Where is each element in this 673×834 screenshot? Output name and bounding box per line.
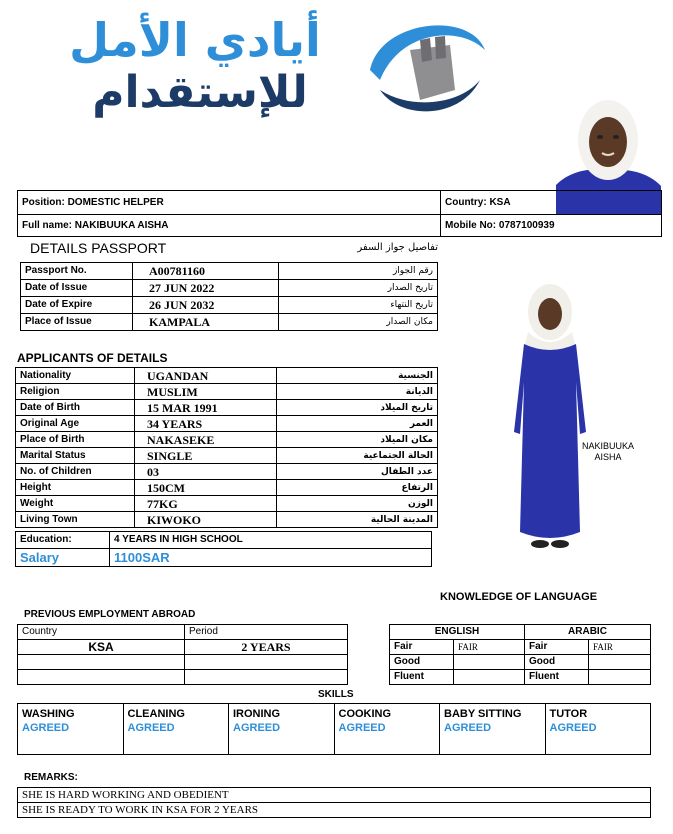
applicant-row — [16, 368, 438, 384]
fullname-value: NAKIBUUKA AISHA — [74, 219, 169, 231]
skill-status: AGREED — [444, 722, 492, 734]
skill-name: IRONING — [233, 708, 281, 720]
header-table — [17, 190, 662, 237]
passport-row-value: 26 JUN 2032 — [133, 297, 279, 314]
photo-caption-line1: NAKIBUUKA — [581, 441, 634, 451]
company-logo — [30, 10, 480, 125]
passport-row — [21, 314, 438, 331]
passport-title: DETAILS PASSPORT — [30, 240, 167, 256]
passport-row-ar: تاريخ النتهاء — [279, 297, 438, 314]
country-label: Country: — [445, 196, 487, 208]
salary-label: Salary — [16, 549, 110, 567]
applicant-row-value: UGANDAN — [135, 368, 277, 384]
applicant-row-ar: الوزن — [277, 496, 438, 512]
passport-table — [20, 262, 438, 331]
applicant-row-value: 03 — [135, 464, 277, 480]
skill-cell — [545, 704, 651, 755]
applicant-row-ar: الحالة الجتماعية — [277, 448, 438, 464]
passport-row-value: 27 JUN 2022 — [133, 280, 279, 297]
language-row-label-en: Fluent — [390, 670, 454, 685]
applicant-row — [16, 384, 438, 400]
position-cell — [18, 191, 441, 215]
applicant-row-value: NAKASEKE — [135, 432, 277, 448]
language-row-en: FAIR — [454, 640, 525, 655]
position-label: Position: — [22, 196, 65, 208]
passport-row-label: Place of Issue — [21, 314, 133, 331]
skill-name: CLEANING — [127, 708, 185, 720]
applicant-row-value: KIWOKO — [135, 512, 277, 528]
fullname-label: Full name: — [22, 219, 73, 231]
position-value: DOMESTIC HELPER — [67, 196, 164, 208]
passport-row-label: Date of Issue — [21, 280, 133, 297]
skill-status: AGREED — [233, 722, 281, 734]
applicant-row-ar: المدينة الحالية — [277, 512, 438, 528]
skills-table — [17, 703, 651, 755]
hands-logo-icon — [360, 10, 490, 125]
applicant-row-label: Weight — [16, 496, 135, 512]
applicant-row — [16, 448, 438, 464]
skill-name: BABY SITTING — [444, 708, 522, 720]
skills-title: SKILLS — [318, 689, 354, 700]
language-row — [390, 640, 651, 655]
skill-name: WASHING — [22, 708, 75, 720]
remarks-row — [18, 788, 651, 803]
applicant-row-ar: مكان الميلاد — [277, 432, 438, 448]
english-header: ENGLISH — [390, 625, 525, 640]
passport-row-ar: مكان الصدار — [279, 314, 438, 331]
education-value: 4 YEARS IN HIGH SCHOOL — [110, 532, 432, 549]
employment-table — [17, 624, 348, 685]
applicant-row-value: 34 YEARS — [135, 416, 277, 432]
education-table — [15, 531, 432, 567]
applicant-row — [16, 416, 438, 432]
logo-line2: للإستقدام — [92, 67, 308, 118]
remarks-line: SHE IS READY TO WORK IN KSA FOR 2 YEARS — [18, 803, 651, 818]
applicant-row-ar: الديانة — [277, 384, 438, 400]
language-row-label-en: Fair — [390, 640, 454, 655]
applicant-row-label: Nationality — [16, 368, 135, 384]
applicant-row-value: 150CM — [135, 480, 277, 496]
fullname-cell — [18, 215, 441, 237]
applicant-row-value: 15 MAR 1991 — [135, 400, 277, 416]
logo-line1: أيادي الأمل — [69, 13, 321, 67]
employment-row-country — [18, 670, 185, 685]
employment-row-period — [185, 670, 348, 685]
applicant-row — [16, 464, 438, 480]
remarks-line: SHE IS HARD WORKING AND OBEDIENT — [18, 788, 651, 803]
skill-cell — [440, 704, 546, 755]
employment-row — [18, 640, 348, 655]
applicant-row-value: SINGLE — [135, 448, 277, 464]
applicant-row-label: Living Town — [16, 512, 135, 528]
skill-status: AGREED — [127, 722, 175, 734]
passport-row — [21, 297, 438, 314]
language-row-en — [454, 655, 525, 670]
photo-caption-line2: AISHA — [594, 452, 622, 462]
arabic-header: ARABIC — [525, 625, 651, 640]
mobile-value: 0787100939 — [498, 219, 555, 231]
language-row-label-en: Good — [390, 655, 454, 670]
passport-row-label: Date of Expire — [21, 297, 133, 314]
applicant-row-label: Place of Birth — [16, 432, 135, 448]
education-label: Education: — [16, 532, 110, 549]
language-row — [390, 670, 651, 685]
salary-value: 1100SAR — [110, 549, 432, 567]
applicant-row — [16, 496, 438, 512]
country-cell — [441, 191, 662, 215]
mobile-label: Mobile No: — [445, 219, 497, 231]
applicant-title: APPLICANTS OF DETAILS — [17, 351, 168, 365]
skill-status: AGREED — [22, 722, 70, 734]
language-table — [389, 624, 651, 685]
language-row-label-ar: Fair — [525, 640, 589, 655]
applicant-row-value: 77KG — [135, 496, 277, 512]
passport-row-value: A00781160 — [133, 263, 279, 280]
employment-title: PREVIOUS EMPLOYMENT ABROAD — [24, 609, 196, 620]
applicant-row-ar: تاريخ الميلاد — [277, 400, 438, 416]
skill-cell — [18, 704, 124, 755]
employment-country-header: Country — [18, 625, 185, 640]
employment-row-country: KSA — [18, 640, 185, 655]
remarks-row — [18, 803, 651, 818]
passport-row-ar: رقم الجواز — [279, 263, 438, 280]
applicant-row-label: Height — [16, 480, 135, 496]
language-row-label-ar: Fluent — [525, 670, 589, 685]
language-row-ar — [589, 655, 651, 670]
applicant-row — [16, 512, 438, 528]
employment-row — [18, 655, 348, 670]
passport-title-ar: تفاصيل جواز السفر — [357, 242, 438, 253]
applicant-row-label: Religion — [16, 384, 135, 400]
skill-cell — [123, 704, 229, 755]
remarks-table — [17, 787, 651, 818]
language-row-label-ar: Good — [525, 655, 589, 670]
skill-status: AGREED — [549, 722, 597, 734]
language-row-ar: FAIR — [589, 640, 651, 655]
skill-name: TUTOR — [549, 708, 588, 720]
applicant-row — [16, 400, 438, 416]
skill-status: AGREED — [338, 722, 386, 734]
passport-row — [21, 280, 438, 297]
applicant-row-label: Marital Status — [16, 448, 135, 464]
employment-row-period — [185, 655, 348, 670]
passport-row-ar: تاريخ الصدار — [279, 280, 438, 297]
applicant-row-ar: العمر — [277, 416, 438, 432]
employment-row — [18, 670, 348, 685]
language-row-ar — [589, 670, 651, 685]
employment-period-header: Period — [185, 625, 348, 640]
applicant-row-ar: الجنسية — [277, 368, 438, 384]
photo-caption — [578, 441, 638, 463]
skill-cell — [229, 704, 335, 755]
language-title: KNOWLEDGE OF LANGUAGE — [440, 591, 598, 603]
passport-row-value: KAMPALA — [133, 314, 279, 331]
applicant-row — [16, 480, 438, 496]
applicant-row-label: Date of Birth — [16, 400, 135, 416]
remarks-title: REMARKS: — [24, 772, 78, 783]
language-row — [390, 655, 651, 670]
language-row-en — [454, 670, 525, 685]
passport-row — [21, 263, 438, 280]
applicant-row-label: No. of Children — [16, 464, 135, 480]
passport-row-label: Passport No. — [21, 263, 133, 280]
applicant-row — [16, 432, 438, 448]
applicant-row-label: Original Age — [16, 416, 135, 432]
employment-row-country — [18, 655, 185, 670]
applicant-row-value: MUSLIM — [135, 384, 277, 400]
applicant-row-ar: عدد الطفال — [277, 464, 438, 480]
mobile-cell — [441, 215, 662, 237]
applicant-table — [15, 367, 438, 528]
skill-name: COOKING — [338, 708, 392, 720]
full-body-photo — [500, 282, 600, 557]
applicant-row-ar: الرتفاع — [277, 480, 438, 496]
country-value: KSA — [489, 196, 511, 208]
skill-cell — [334, 704, 440, 755]
employment-row-period: 2 YEARS — [185, 640, 348, 655]
